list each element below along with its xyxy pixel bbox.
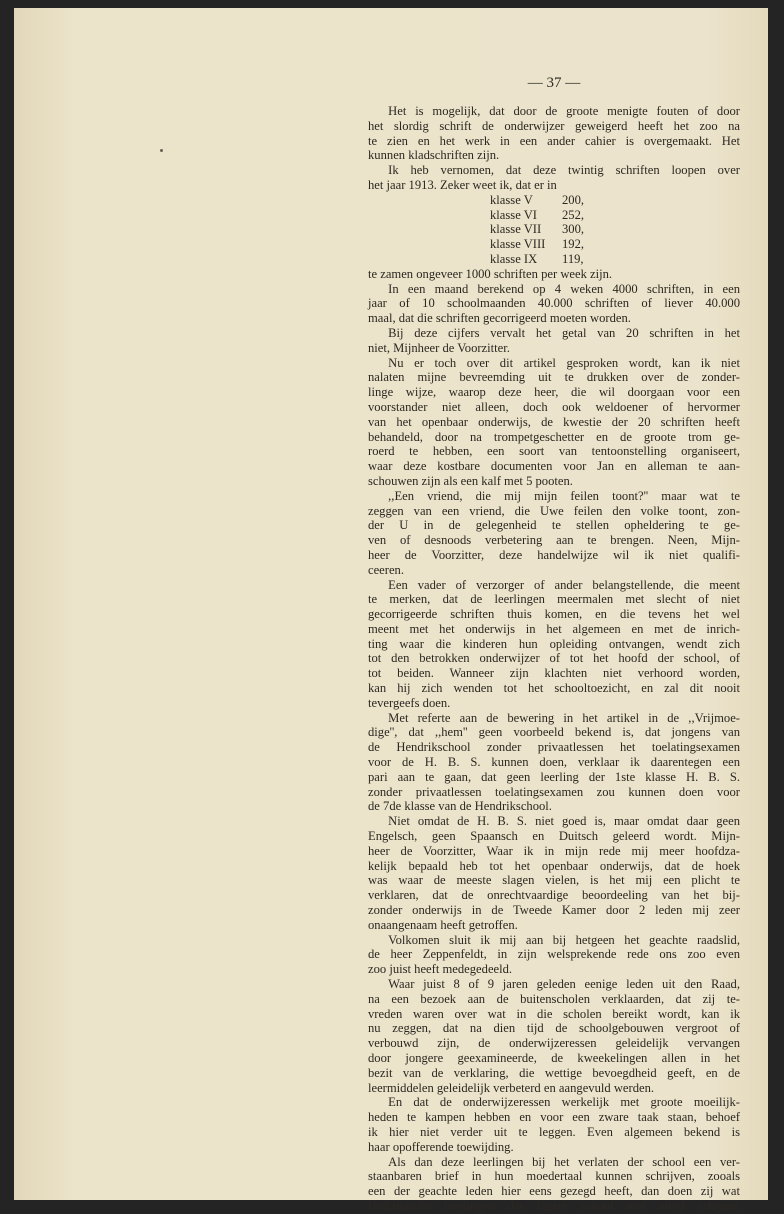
text-line: de heer Zeppenfeldt, in zijn welsprekende rede ons zoo even — [368, 947, 740, 962]
text-line: En dat de onderwijzeressen werkelijk met groote moeilijk- — [388, 1095, 740, 1110]
text-line: kunnen kladschriften zijn. — [368, 148, 500, 163]
klasse-count: 192, — [562, 237, 585, 252]
text-line: Het is mogelijk, dat door de groote menigte fouten of door — [388, 104, 740, 118]
text-line: In een maand berekend op 4 weken 4000 schriften, in een — [388, 281, 740, 296]
text-line: de Hendrikschool zonder privaatlessen het toelatingsexamen — [368, 740, 740, 755]
text-line: nalaten mijne bevreemding uit te drukken over de zonder- — [368, 370, 740, 385]
text-line: kan hij zich wenden tot het schooltoezicht, en zal dit nooit — [368, 681, 740, 696]
body-text — [368, 104, 740, 1214]
text-line: meent met het onderwijs in het algemeen en met de inrich- — [368, 621, 740, 636]
text-line: schouwen zijn als een kalf met 5 pooten. — [368, 473, 573, 488]
text-line: een der geachte leden hier eens gezegd heeft, dan doen zij wat — [368, 1184, 740, 1199]
text-line: ting waar die kinderen hun opleiding ontvangen, wendt zich — [368, 636, 740, 651]
klasse-row — [368, 208, 740, 223]
text-line: waar deze kostbare documenten voor Jan en alleman te aan- — [368, 459, 740, 474]
text-line: het slordig schrift de onderwijzer geweigerd heeft het zoo na — [368, 118, 740, 133]
text-line: de 7de klasse van de Hendrikschool. — [368, 799, 552, 814]
klasse-row — [368, 237, 740, 252]
klasse-label: klasse V — [490, 192, 533, 207]
text-line: Engelsch, geen Spaansch en Duitsch geleerd wordt. Mijn- — [368, 829, 740, 844]
text-line: nu zeggen, dat na dien tijd de schoolgebouwen vergroot of — [368, 1021, 740, 1036]
text-line: heer de Voorzitter, deze handelwijze wil ik niet qualifi- — [368, 547, 740, 562]
text-line: onaangenaam heeft getroffen. — [368, 917, 518, 932]
text-line: zonder privaatlessen toelatingsexamen zou kunnen doen voor — [368, 784, 740, 799]
text-line: linge wijze, waarop deze heer, die wil doorgaan voor een — [368, 385, 740, 400]
text-line: Bij deze cijfers vervalt het getal van 20 schriften in het — [388, 325, 740, 340]
text-line: door jongere geexamineerde, de kweekelingen allen in het — [368, 1051, 740, 1065]
text-line: tevergeefs doen. — [368, 695, 451, 710]
text-line: zonder onderwijs in de Tweede Kamer door 2 leden mij zeer — [368, 903, 740, 918]
text-line: Ik heb vernomen, dat deze twintig schriften loopen over — [388, 163, 740, 178]
paragraphs-after-list — [368, 267, 740, 1214]
text-line: zoo juist heeft medegedeeld. — [368, 962, 513, 977]
text-line: tot beiden. Wanneer zijn klachten niet verhoord worden, — [368, 666, 740, 681]
page-number: — 37 — — [527, 75, 581, 91]
text-line: heer de Voorzitter, Waar ik in mijn rede mij meer hoofdza- — [368, 843, 740, 858]
text-line: staanbaren brief in hun moedertaal kunnen schrijven, zooals — [368, 1169, 740, 1184]
ink-speck — [160, 149, 163, 152]
text-line: leermiddelen geleidelijk verbeterd en aangevuld werden. — [368, 1080, 655, 1095]
text-line: gecorrigeerde schriften thuis komen, en die tevens het wel — [368, 607, 740, 622]
klasse-count: 200, — [562, 192, 585, 207]
text-line: bezit van de verklaring, die wettige bevoegdheid geeft, en de — [368, 1065, 740, 1080]
text-line: ven of desnoods verbetering aan te brengen. Neen, Mijn- — [368, 533, 740, 548]
text-line: ceeren. — [368, 562, 404, 577]
klasse-count: 119, — [562, 251, 584, 266]
text-line: verbouwd zijn, de onderwijzeressen geleidelijk vervangen — [368, 1036, 740, 1051]
text-line: Met referte aan de bewering in het artikel in de ,,Vrijmoe- — [388, 710, 740, 725]
text-line: Hollandsche leerlingen der lagere school niet altijd schijnen — [368, 1198, 740, 1213]
text-line: behandeld, door na trompetgeschetter en de groote trom ge- — [368, 429, 740, 444]
text-line: verklaren, dat de onrechtvaardige beoordeeling van het bij- — [368, 888, 740, 903]
text-line: voorstander niet alleen, doch ook weldoener of hervormer — [368, 399, 740, 414]
text-line: kelijk bepaald heb tot het openbaar onderwijs, dat de hoek — [368, 858, 740, 873]
text-line: roerd te hebben, een soort van tentoonstelling organiseert, — [368, 444, 740, 459]
text-line: het jaar 1913. Zeker weet ik, dat er in — [368, 177, 557, 192]
text-line: Niet omdat de H. B. S. niet goed is, maar omdat daar geen — [388, 814, 740, 829]
text-line: vreden waren over wat in die scholen bereikt wordt, kan ik — [368, 1006, 740, 1021]
klasse-label: klasse VI — [490, 207, 537, 222]
text-line: pari aan te gaan, dat geen leerling der 1ste klasse H. B. S. — [368, 769, 740, 784]
text-line: dige'', dat ,,hem'' geen voorbeeld bekend is, dat jongens van — [368, 725, 740, 740]
text-line: was waar de meeste slagen vielen, is het mij een plicht te — [368, 873, 740, 888]
text-line: te merken, dat de leerlingen meermalen met slecht of niet — [368, 592, 740, 607]
klasse-row — [368, 193, 740, 208]
text-line: van het openbaar onderwijs, de kwestie der 20 schriften heeft — [368, 414, 740, 429]
text-line: jaar of 10 schoolmaanden 40.000 schriften of liever 40.000 — [368, 296, 740, 311]
klasse-count: 252, — [562, 207, 585, 222]
text-line: voor de H. B. S. kunnen doen, verklaar ik daarentegen een — [368, 755, 740, 770]
klasse-row — [368, 252, 740, 267]
klasse-row — [368, 222, 740, 237]
text-line: tot den betrokken onderwijzer of tot het hoofd der school, of — [368, 651, 740, 666]
text-line: niet, Mijnheer de Voorzitter. — [368, 340, 510, 355]
text-line: te zien en het werk in een ander cahier is overgemaakt. Het — [368, 133, 740, 148]
text-line: ,,Een vriend, die mij mijn feilen toont?'' maar wat te — [388, 488, 740, 503]
klasse-label: klasse VIII — [490, 237, 546, 252]
text-line: Nu er toch over dit artikel gesproken wordt, kan ik niet — [388, 355, 740, 370]
text-line: der U in de gelegenheid te stellen opheldering te ge- — [368, 518, 740, 533]
klasse-list — [368, 193, 740, 267]
text-line: ik hier niet verder uit te leggen. Even algemeen bekend is — [368, 1124, 740, 1139]
text-line: Een vader of verzorger of ander belangstellende, die meent — [388, 577, 740, 592]
text-line: te zamen ongeveer 1000 schriften per week zijn. — [368, 266, 613, 281]
klasse-count: 300, — [562, 222, 585, 237]
text-line: Als dan deze leerlingen bij het verlaten der school een ver- — [388, 1154, 740, 1169]
text-line: Waar juist 8 of 9 jaren geleden eenige leden uit den Raad, — [388, 977, 740, 992]
text-line: zeggen van een vriend, die Uwe feilen den volke toont, zon- — [368, 503, 740, 518]
text-line: haar opofferende toewijding. — [368, 1139, 514, 1154]
text-line: Volkomen sluit ik mij aan bij hetgeen het geachte raadslid, — [388, 932, 740, 947]
klasse-label: klasse IX — [490, 251, 538, 266]
klasse-label: klasse VII — [490, 222, 542, 237]
text-line: heden te kampen hebben en voor een zware taak staan, behoef — [368, 1110, 740, 1125]
text-line: maal, dat die schriften gecorrigeerd moeten worden. — [368, 311, 631, 326]
text-line: na een bezoek aan de buitenscholen verklaarden, dat zij te- — [368, 991, 740, 1006]
paragraphs-before-list — [368, 104, 740, 193]
